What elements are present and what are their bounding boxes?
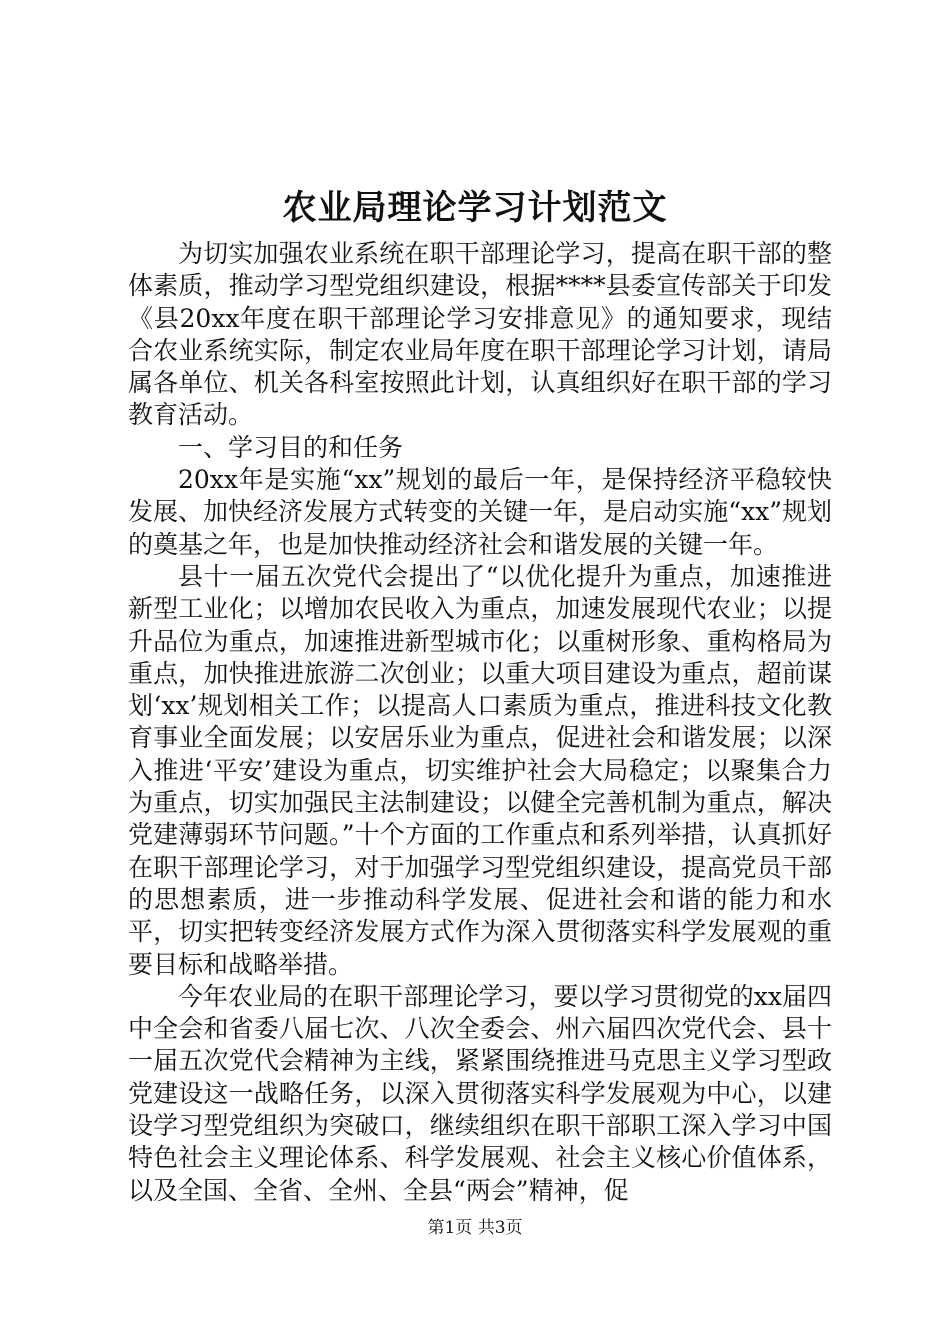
- intro-paragraph: 为切实加强农业系统在职干部理论学习，提高在职干部的整体素质，推动学习型党组织建设，根据****县委宣传部关于印发《县20xx年度在职干部理论学习安排意见》的通知要求，现结合农业系统实际，制定农业局年度在职干部理论学习计划，请局属各单位、机关各科室按照此计划，认真组织好在职干部的学习教育活动。: [128, 239, 832, 430]
- body-paragraph: 今年农业局的在职干部理论学习，要以学习贯彻党的xx届四中全会和省委八届七次、八次全委会、州六届四次党代会、县十一届五次党代会精神为主线，紧紧围绕推进马克思主义学习型政党建设这一战略任务，以深入贯彻落实科学发展观为中心，以建设学习型党组织为突破口，继续组织在职干部职工深入学习中国特色社会主义理论体系、科学发展观、社会主义核心价值体系，以及全国、全省、全州、全县“两会”精神，促: [128, 981, 832, 1205]
- page-number-footer: 第1页 共3页: [427, 1218, 523, 1238]
- body-paragraph: 县十一届五次党代会提出了“以优化提升为重点，加速推进新型工业化；以增加农民收入为重点，加速发展现代农业；以提升品位为重点，加速推进新型城市化；以重树形象、重构格局为重点，加快推进旅游二次创业；以重大项目建设为重点，超前谋划‘xx’规划相关工作；以提高人口素质为重点，推进科技文化教育事业全面发展；以安居乐业为重点，促进社会和谐发展；以深入推进‘平安’建设为重点，切实维护社会大局稳定；以聚集合力为重点，切实加强民主法制建设；以健全完善机制为重点，解决党建薄弱环节问题。”十个方面的工作重点和系列举措，认真抓好在职干部理论学习，对于加强学习型党组织建设，提高党员干部的思想素质，进一步推动科学发展、促进社会和谐的能力和水平，切实把转变经济发展方式作为深入贯彻落实科学发展观的重要目标和战略举措。: [128, 561, 832, 979]
- document-body: [128, 238, 832, 1207]
- document-title: 农业局理论学习计划范文: [282, 188, 668, 228]
- section-heading: 一、学习目的和任务: [178, 432, 404, 462]
- body-paragraph: 20xx年是实施“xx”规划的最后一年，是保持经济平稳较快发展、加快经济发展方式转变的关键一年，是启动实施“xx”规划的奠基之年，也是加快推动经济社会和谐发展的关键一年。: [128, 465, 832, 559]
